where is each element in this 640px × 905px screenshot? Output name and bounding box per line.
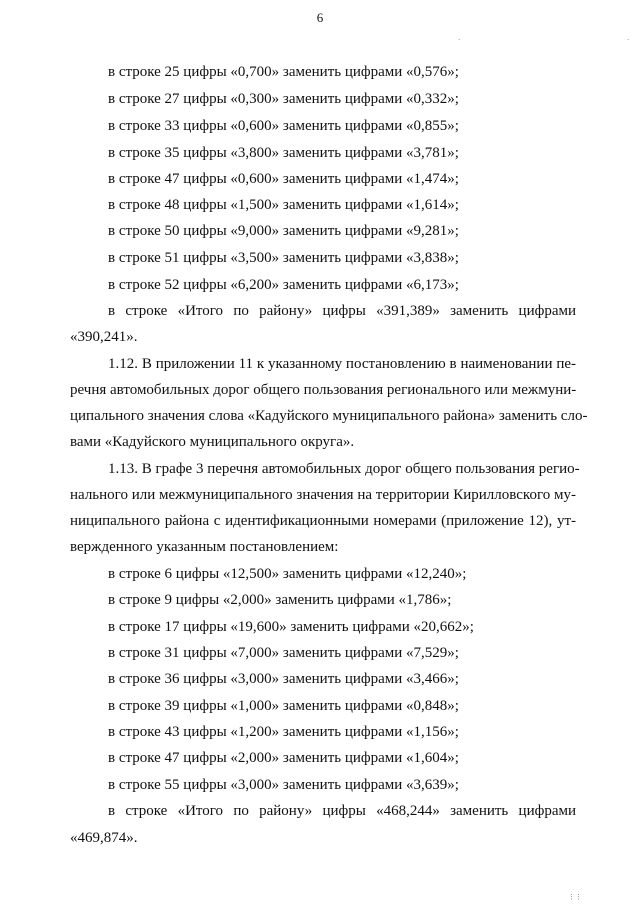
paragraph-1-12-line: 1.12. В приложении 11 к указанному постановлению в наименовании пе- [108,356,576,372]
replacement-line: в строке 35 цифры «3,800» заменить цифрами «3,781»; [108,145,459,161]
replacement-line: в строке 17 цифры «19,600» заменить цифрами «20,662»; [108,619,474,635]
replacement-line: в строке 33 цифры «0,600» заменить цифрами «0,855»; [108,118,459,134]
replacement-line: в строке 50 цифры «9,000» заменить цифрами «9,281»; [108,223,459,239]
replacement-line: в строке 43 цифры «1,200» заменить цифрами «1,156»; [108,724,459,740]
replacement-line: в строке 55 цифры «3,000» заменить цифрами «3,639»; [108,777,459,793]
paragraph-1-12-line: вами «Кадуйского муниципального округа». [70,434,355,450]
total-line: в строке «Итого по району» цифры «391,389» заменить цифрами [108,303,576,319]
replacement-line: в строке 52 цифры «6,200» заменить цифрами «6,173»; [108,277,459,293]
replacement-line: в строке 6 цифры «12,500» заменить цифрами «12,240»; [108,566,467,582]
paragraph-1-13-line: ниципального района с идентификационными номерами (приложение 12), ут- [70,513,576,529]
replacement-line: в строке 9 цифры «2,000» заменить цифрами «1,786»; [108,592,452,608]
paragraph-1-13-line: нального или межмуниципального значения на территории Кирилловского му- [70,487,576,503]
replacement-line: в строке 48 цифры «1,500» заменить цифрами «1,614»; [108,197,459,213]
total-line: в строке «Итого по району» цифры «468,244» заменить цифрами [108,803,576,819]
paragraph-1-12-line: ципального значения слова «Кадуйского муниципального района» заменить сло- [70,408,588,424]
replacement-line: в строке 31 цифры «7,000» заменить цифрами «7,529»; [108,645,459,661]
replacement-line: в строке 36 цифры «3,000» заменить цифрами «3,466»; [108,671,459,687]
paragraph-1-13-line: 1.13. В графе 3 перечня автомобильных дорог общего пользования регио- [108,461,580,477]
replacement-line: в строке 51 цифры «3,500» заменить цифрами «3,838»; [108,250,459,266]
scan-artifact: ⋅ [458,36,461,44]
scan-artifact: ⋮⋮ [568,893,582,901]
total-value-line: «390,241». [70,329,138,345]
replacement-line: в строке 47 цифры «2,000» заменить цифрами «1,604»; [108,750,459,766]
replacement-line: в строке 39 цифры «1,000» заменить цифрами «0,848»; [108,698,459,714]
total-value-line: «469,874». [70,830,138,846]
scan-artifact: ⋅ [627,36,630,44]
replacement-line: в строке 27 цифры «0,300» заменить цифрами «0,332»; [108,91,459,107]
paragraph-1-12-line: речня автомобильных дорог общего пользования регионального или межмуни- [70,382,577,398]
paragraph-1-13-line: вержденного указанным постановлением: [70,539,339,555]
page-number: 6 [316,10,324,25]
replacement-line: в строке 25 цифры «0,700» заменить цифрами «0,576»; [108,64,459,80]
replacement-line: в строке 47 цифры «0,600» заменить цифрами «1,474»; [108,171,459,187]
